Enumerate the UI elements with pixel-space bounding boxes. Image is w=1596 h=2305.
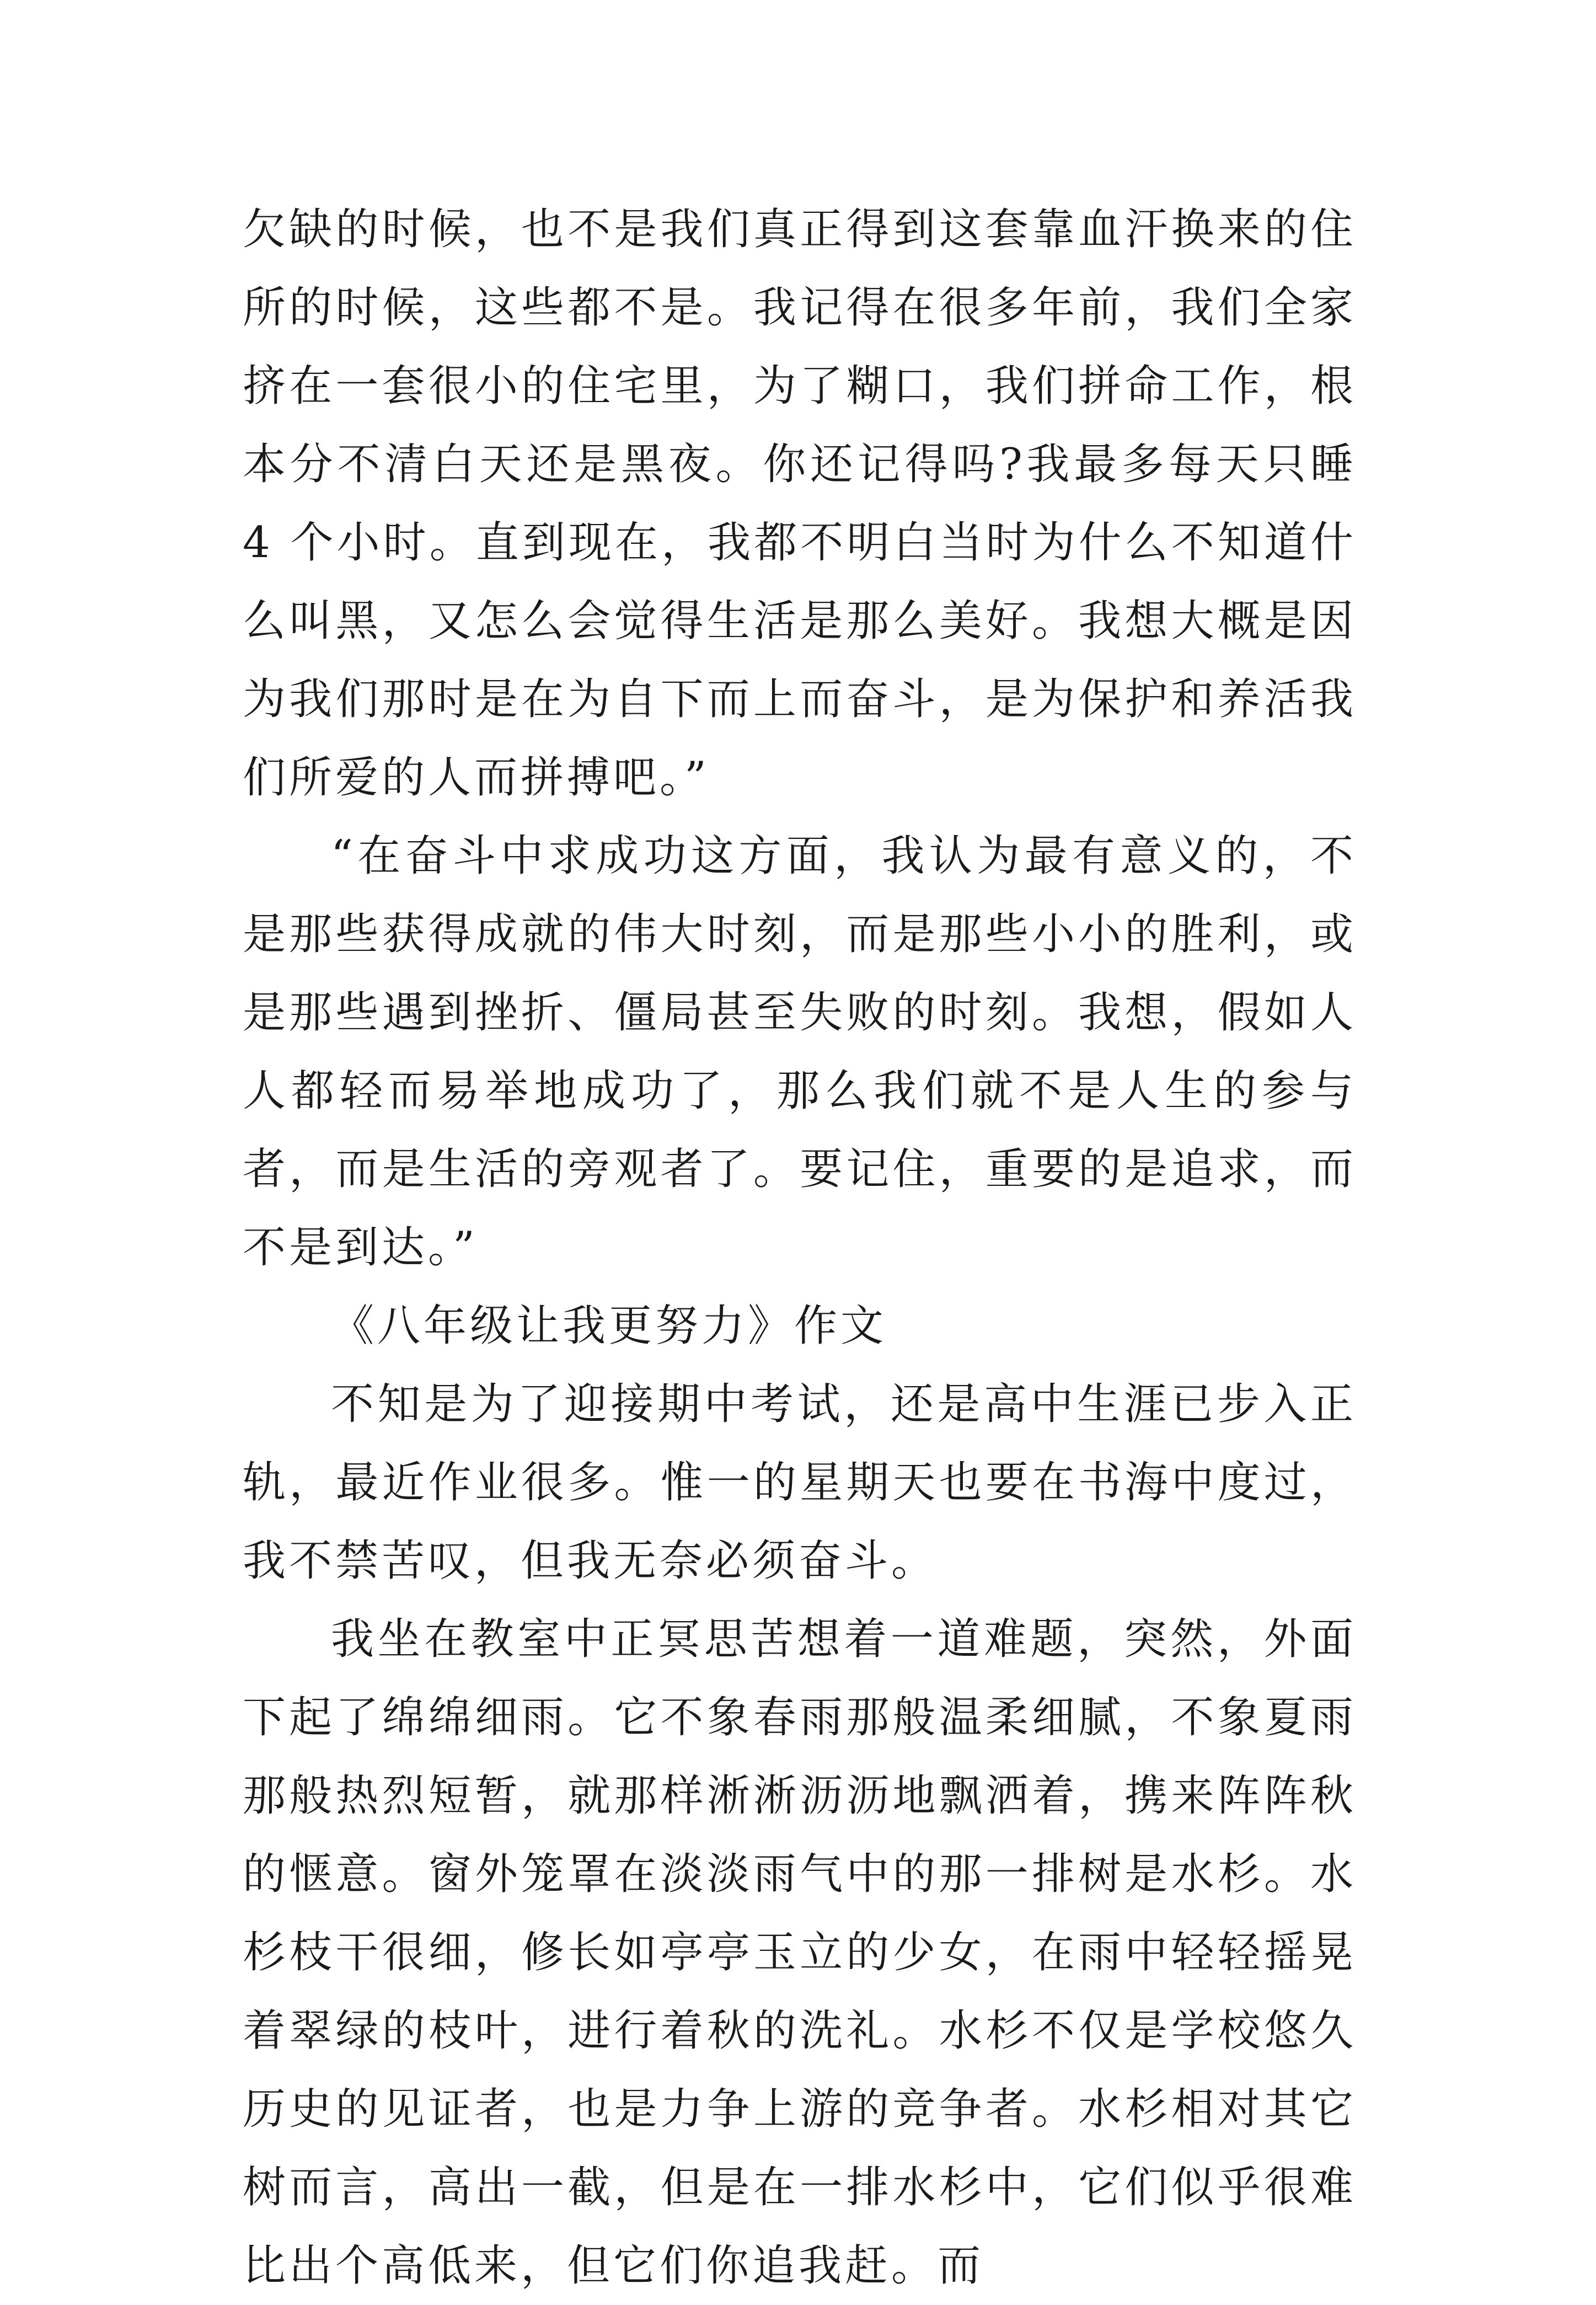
paragraph-rain-scene: 我坐在教室中正冥思苦想着一道难题，突然，外面下起了绵绵细雨。它不象春雨那般温柔细腻，不象夏雨那般热烈短暂，就那样淅淅沥沥地飘洒着，携来阵阵秋的惬意。窗外笼罩在淡淡雨气中的那一排树是水杉。水杉枝干很细，修长如亭亭玉立的少女，在雨中轻轻摇晃着翠绿的枝叶，进行着秋的洗礼。水杉不仅是学校悠久历史的见证者，也是力争上游的竞争者。水杉相对其它树而言，高出一截，但是在一排水杉中，它们似乎很难比出个高低来，但它们你追我赶。而 <box>243 1614 1357 2291</box>
paragraph-intro: 不知是为了迎接期中考试，还是高中生涯已步入正轨，最近作业很多。惟一的星期天也要在书海中度过，我不禁苦叹，但我无奈必须奋斗。 <box>243 1379 1357 1586</box>
document-body <box>243 190 1357 2305</box>
essay-title: 《八年级让我更努力》作文 <box>331 1301 887 1351</box>
paragraph-quote: “在奋斗中求成功这方面，我认为最有意义的，不是那些获得成就的伟大时刻，而是那些小小的胜利，或是那些遇到挫折、僵局甚至失败的时刻。我想，假如人人都轻而易举地成功了，那么我们就不是人生的参与者，而是生活的旁观者了。要记住，重要的是追求，而不是到达。” <box>243 831 1357 1272</box>
paragraph-continuation: 欠缺的时候，也不是我们真正得到这套靠血汗换来的住所的时候，这些都不是。我记得在很多年前，我们全家挤在一套很小的住宅里，为了糊口，我们拼命工作，根本分不清白天还是黑夜。你还记得吗?我最多每天只睡 4 个小时。直到现在，我都不明白当时为什么不知道什么叫黑，又怎么会觉得生活是那么美好。我想大概是因为我们那时是在为自下而上而奋斗，是为保护和养活我们所爱的人而拼搏吧。” <box>243 205 1357 803</box>
